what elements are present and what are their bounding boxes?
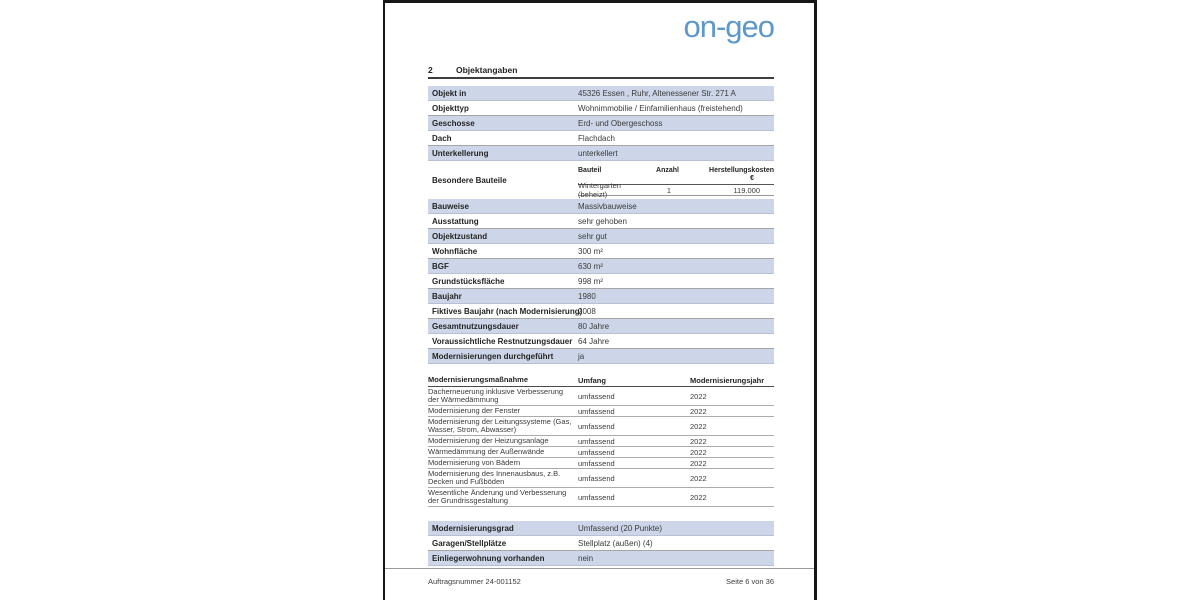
massnahme: Modernisierung des Innenausbaus, z.B. Decken und Fußböden: [428, 468, 561, 486]
umfang: umfassend: [578, 458, 615, 468]
umfang: umfassend: [578, 391, 615, 401]
page-footer: [428, 577, 774, 586]
jahr: 2022: [690, 458, 707, 468]
row-label: Objektzustand: [432, 231, 488, 241]
table-row: [428, 199, 774, 214]
modernisierung-row: [428, 469, 774, 488]
on-geo-logo: on-geo: [683, 9, 774, 44]
massnahme: Wärmedämmung der Außenwände: [428, 446, 545, 456]
row-label: Baujahr: [432, 291, 462, 301]
umfang: umfassend: [578, 492, 615, 502]
massnahme: Modernisierung der Fenster: [428, 405, 521, 415]
row-label: Unterkellerung: [432, 148, 489, 158]
section-heading: [428, 65, 774, 79]
row-value: 998 m²: [578, 276, 603, 286]
umfang: umfassend: [578, 436, 615, 446]
table-row: [428, 101, 774, 116]
row-label: Modernisierungen durchgeführt: [432, 351, 554, 361]
bauteile-subtable: [578, 161, 774, 199]
col-herstellungskosten: [679, 167, 774, 183]
row-value: 1980: [578, 291, 596, 301]
row-value: Umfassend (20 Punkte): [578, 523, 663, 533]
table-row: [428, 521, 774, 536]
row-value: 45326 Essen , Ruhr, Altenessener Str. 271 A: [578, 88, 736, 98]
row-label: Gesamtnutzungsdauer: [432, 321, 519, 331]
jahr: 2022: [690, 492, 707, 502]
jahr: 2022: [690, 447, 707, 457]
massnahme: Modernisierung der Heizungsanlage: [428, 435, 549, 445]
modernisierung-row: [428, 417, 774, 436]
table-row: [428, 551, 774, 566]
massnahme: Modernisierung von Bädern: [428, 457, 521, 467]
table-row: [428, 289, 774, 304]
table-row: [428, 349, 774, 364]
modernisierung-row: [428, 488, 774, 507]
row-label: Grundstücksfläche: [432, 276, 505, 286]
row-label: BGF: [432, 261, 449, 271]
umfang: umfassend: [578, 447, 615, 457]
col-jahr: Modernisierungsjahr: [690, 375, 765, 385]
row-label: Objekt in: [432, 88, 467, 98]
page-number: Seite 6 von 36: [726, 577, 774, 586]
row-value: unterkellert: [578, 148, 618, 158]
modernisierung-row: [428, 447, 774, 458]
section-title: Objektangaben: [456, 65, 518, 75]
besondere-bauteile-row: [428, 161, 774, 199]
subtable-row: [578, 181, 774, 199]
section-number: 2: [428, 65, 433, 75]
row-label: Ausstattung: [432, 216, 479, 226]
row-value: nein: [578, 553, 594, 563]
table-row: [428, 131, 774, 146]
jahr: 2022: [690, 436, 707, 446]
row-value: Massivbauweise: [578, 201, 637, 211]
table-row: [428, 334, 774, 349]
massnahme: Wesentliche Änderung und Verbesserung der Grundrissgestaltung: [428, 487, 567, 505]
row-label: Einliegerwohnung vorhanden: [432, 553, 545, 563]
col-massnahme: Modernisierungsmaßnahme: [428, 374, 529, 384]
umfang: umfassend: [578, 473, 615, 483]
row-label: Voraussichtliche Restnutzungsdauer: [432, 336, 573, 346]
modernisierung-header: [428, 374, 774, 387]
row-value: sehr gehoben: [578, 216, 627, 226]
row-value: Wohnimmobilie / Einfamilienhaus (freistehend): [578, 103, 743, 113]
row-label: Dach: [432, 133, 452, 143]
modernisierung-row: [428, 406, 774, 417]
umfang: umfassend: [578, 421, 615, 431]
col-kosten-unit: €: [750, 175, 754, 182]
col-bauteil: Bauteil: [578, 167, 602, 174]
col-umfang: Umfang: [578, 375, 606, 385]
row-value: 80 Jahre: [578, 321, 610, 331]
table-row: [428, 86, 774, 101]
table-row: [428, 274, 774, 289]
row-label: Fiktives Baujahr (nach Modernisierung): [432, 306, 583, 316]
jahr: 2022: [690, 421, 707, 431]
bauteil-name: Wintergarten (beheizt): [578, 181, 621, 199]
table-row: [428, 304, 774, 319]
row-label: Garagen/Stellplätze: [432, 538, 507, 548]
massnahme: Dacherneuerung inklusive Verbesserung der Wärmedämmung: [428, 386, 564, 404]
col-kosten-label: Herstellungskosten: [709, 167, 774, 174]
row-value: Erd- und Obergeschoss: [578, 118, 663, 128]
massnahme: Modernisierung der Leitungssysteme (Gas, Wasser, Strom, Abwasser): [428, 416, 572, 434]
table-row: [428, 116, 774, 131]
row-value: sehr gut: [578, 231, 607, 241]
jahr: 2022: [690, 406, 707, 416]
pdf-page: [383, 0, 817, 600]
row-value: 630 m²: [578, 261, 603, 271]
modernisierung-row: [428, 436, 774, 447]
row-label: Bauweise: [432, 201, 469, 211]
row-label: Besondere Bauteile: [432, 175, 507, 185]
jahr: 2022: [690, 473, 707, 483]
jahr: 2022: [690, 391, 707, 401]
row-value: Stellplatz (außen) (4): [578, 538, 653, 548]
row-value: 2008: [578, 306, 596, 316]
umfang: umfassend: [578, 406, 615, 416]
row-value: ja: [578, 351, 585, 361]
table-row: [428, 536, 774, 551]
property-table-1: [428, 86, 774, 364]
row-value: Flachdach: [578, 133, 615, 143]
row-label: Objekttyp: [432, 103, 469, 113]
row-label: Wohnfläche: [432, 246, 478, 256]
row-label: Geschosse: [432, 118, 475, 128]
bauteil-anzahl: 1: [666, 185, 671, 195]
table-row: [428, 146, 774, 161]
table-row: [428, 214, 774, 229]
table-row: [428, 244, 774, 259]
modernisierung-row: [428, 458, 774, 469]
summary-table: [428, 521, 774, 566]
row-label: Modernisierungsgrad: [432, 523, 514, 533]
table-row: [428, 319, 774, 334]
order-number: Auftragsnummer 24-001152: [428, 577, 521, 586]
bauteil-kosten: 119.000: [733, 185, 760, 195]
modernisierung-row: [428, 387, 774, 406]
modernisierung-table: [428, 374, 774, 507]
row-value: 300 m²: [578, 246, 603, 256]
table-row: [428, 259, 774, 274]
row-value: 64 Jahre: [578, 336, 610, 346]
table-row: [428, 229, 774, 244]
footer-divider: [385, 568, 814, 569]
col-anzahl: Anzahl: [656, 167, 679, 174]
